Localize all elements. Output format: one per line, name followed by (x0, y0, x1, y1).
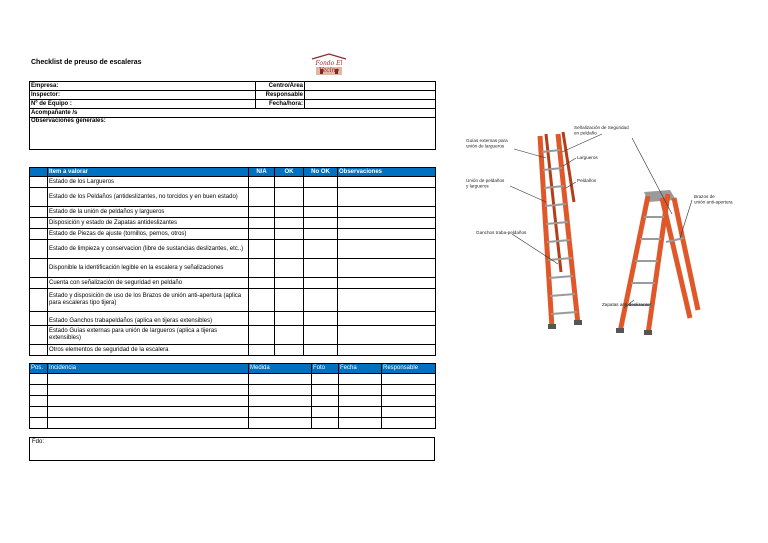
checklist-item: Estado y disposición de uso de los Brazos de unión anti-apertura (aplica para escaleras tipo tijera) (48, 289, 249, 312)
no-ok-cell[interactable] (304, 229, 338, 240)
observaciones-cell[interactable] (338, 312, 436, 326)
inspector-label: Inspector: (30, 91, 256, 100)
na-cell[interactable] (249, 207, 275, 218)
checklist-item: Estado Ganchos trabapeldaños (aplica en tijeras extensibles) (48, 312, 249, 326)
incident-row (30, 396, 436, 407)
incidents-col-pos: Pos. (30, 364, 48, 374)
step-ladder (616, 190, 698, 335)
checklist-item: Disposición y estado de Zapatas antideslizantes (48, 218, 249, 229)
ok-cell[interactable] (275, 229, 304, 240)
checklist-item: Estado de los Largueros (48, 177, 249, 188)
label-peldanos: Peldaños (577, 178, 597, 183)
incident-row (30, 418, 436, 429)
extension-ladder (540, 132, 582, 329)
observaciones-cell[interactable] (338, 240, 436, 259)
equipo-label: Nº de Equipo : (30, 100, 256, 109)
fecha-hora-field[interactable] (305, 100, 436, 109)
centro-field[interactable] (305, 82, 436, 91)
observaciones-cell[interactable] (338, 218, 436, 229)
observaciones-cell[interactable] (338, 289, 436, 312)
no-ok-cell[interactable] (304, 218, 338, 229)
checklist-col-no-ok: No OK (304, 168, 338, 177)
no-ok-cell[interactable] (304, 312, 338, 326)
header-form (29, 81, 436, 150)
signature-box[interactable] (29, 437, 435, 461)
checklist-item: Disponible la identificación legible en la escalera y señalizaciones (48, 259, 249, 278)
checklist-item: Otros elementos de seguridad de la escalera (48, 345, 249, 356)
incident-row (30, 374, 436, 385)
fecha-hora-label: Fecha/hora: (256, 100, 305, 109)
checklist-item: Estado Guías externas para unión de largueros (aplica a tijeras extensibles) (48, 326, 249, 345)
document-title: Checklist de preuso de escaleras (31, 59, 142, 66)
label-union: Unión de peldaños y largueros (466, 178, 505, 189)
observaciones-label: Observaciones generales: (30, 118, 436, 150)
na-cell[interactable] (249, 240, 275, 259)
checklist-item: Estado de la unión de peldaños y largueros (48, 207, 249, 218)
ok-cell[interactable] (275, 177, 304, 188)
checklist-col-ok: OK (275, 168, 304, 177)
label-largueros: Largueros (577, 155, 598, 160)
na-cell[interactable] (249, 312, 275, 326)
checklist-col-na: N/A (249, 168, 275, 177)
fdo-label: Fdo: (32, 439, 45, 445)
observaciones-cell[interactable] (338, 259, 436, 278)
incident-row (30, 407, 436, 418)
no-ok-cell[interactable] (304, 278, 338, 289)
incidents-col-foto: Foto (312, 364, 339, 374)
observaciones-cell[interactable] (338, 278, 436, 289)
na-cell[interactable] (249, 345, 275, 356)
empresa-label: Empresa: (30, 82, 256, 91)
ok-cell[interactable] (275, 218, 304, 229)
na-cell[interactable] (249, 326, 275, 345)
na-cell[interactable] (249, 177, 275, 188)
observaciones-cell[interactable] (338, 345, 436, 356)
checklist-item: Cuenta con señalización de seguridad en peldaño (48, 278, 249, 289)
ok-cell[interactable] (275, 312, 304, 326)
checklist-item: Estado de los Peldaños (antideslizantes, no torcidos y en buen estado) (48, 188, 249, 207)
ok-cell[interactable] (275, 259, 304, 278)
na-cell[interactable] (249, 259, 275, 278)
no-ok-cell[interactable] (304, 188, 338, 207)
na-cell[interactable] (249, 278, 275, 289)
ok-cell[interactable] (275, 207, 304, 218)
ok-cell[interactable] (275, 289, 304, 312)
ok-cell[interactable] (275, 240, 304, 259)
observaciones-cell[interactable] (338, 229, 436, 240)
ladder-diagram (462, 122, 752, 337)
incidents-col-fecha: Fecha (339, 364, 382, 374)
na-cell[interactable] (249, 289, 275, 312)
label-zapatas: Zapatas anti-deslizantes (602, 302, 652, 307)
logo-text: Fondo El Vecino (315, 60, 343, 74)
no-ok-cell[interactable] (304, 240, 338, 259)
checklist-header-blank (30, 168, 48, 177)
label-ganchos: Ganchos traba-peldaños (476, 230, 527, 235)
observaciones-cell[interactable] (338, 207, 436, 218)
label-brazos: Brazos de unión anti-apertura (694, 194, 733, 205)
incidents-table (29, 363, 436, 429)
incidents-col-medida: Medida (249, 364, 312, 374)
checklist-col-observaciones: Observaciones (338, 168, 436, 177)
na-cell[interactable] (249, 218, 275, 229)
checklist-table (29, 167, 436, 356)
ok-cell[interactable] (275, 326, 304, 345)
no-ok-cell[interactable] (304, 177, 338, 188)
ok-cell[interactable] (275, 345, 304, 356)
label-senalizacion: Señalización de Seguridad en peldaño (574, 125, 629, 136)
no-ok-cell[interactable] (304, 345, 338, 356)
na-cell[interactable] (249, 229, 275, 240)
ok-cell[interactable] (275, 278, 304, 289)
no-ok-cell[interactable] (304, 259, 338, 278)
responsable-field[interactable] (305, 91, 436, 100)
responsable-label: Responsable (256, 91, 305, 100)
na-cell[interactable] (249, 188, 275, 207)
no-ok-cell[interactable] (304, 326, 338, 345)
centro-label: Centro/Área (256, 82, 305, 91)
ok-cell[interactable] (275, 188, 304, 207)
checklist-item: Estado de Piezas de ajuste (tornillos, pernos, otros) (48, 229, 249, 240)
checklist-item: Estado de limpieza y conservacion (libre de sustancias deslizantes, etc..) (48, 240, 249, 259)
company-logo (306, 53, 352, 77)
checklist-col-item: Item a valorar (48, 168, 249, 177)
observaciones-cell[interactable] (338, 177, 436, 188)
observaciones-cell[interactable] (338, 326, 436, 345)
incidents-col-incidencia: Incidencia (48, 364, 249, 374)
acompanante-label: Acompañante /s (30, 109, 436, 118)
observaciones-cell[interactable] (338, 188, 436, 207)
incidents-col-responsable: Responsable (382, 364, 436, 374)
no-ok-cell[interactable] (304, 289, 338, 312)
no-ok-cell[interactable] (304, 207, 338, 218)
incident-row (30, 385, 436, 396)
label-guias: Guías externas para unión de largueros (466, 138, 508, 149)
